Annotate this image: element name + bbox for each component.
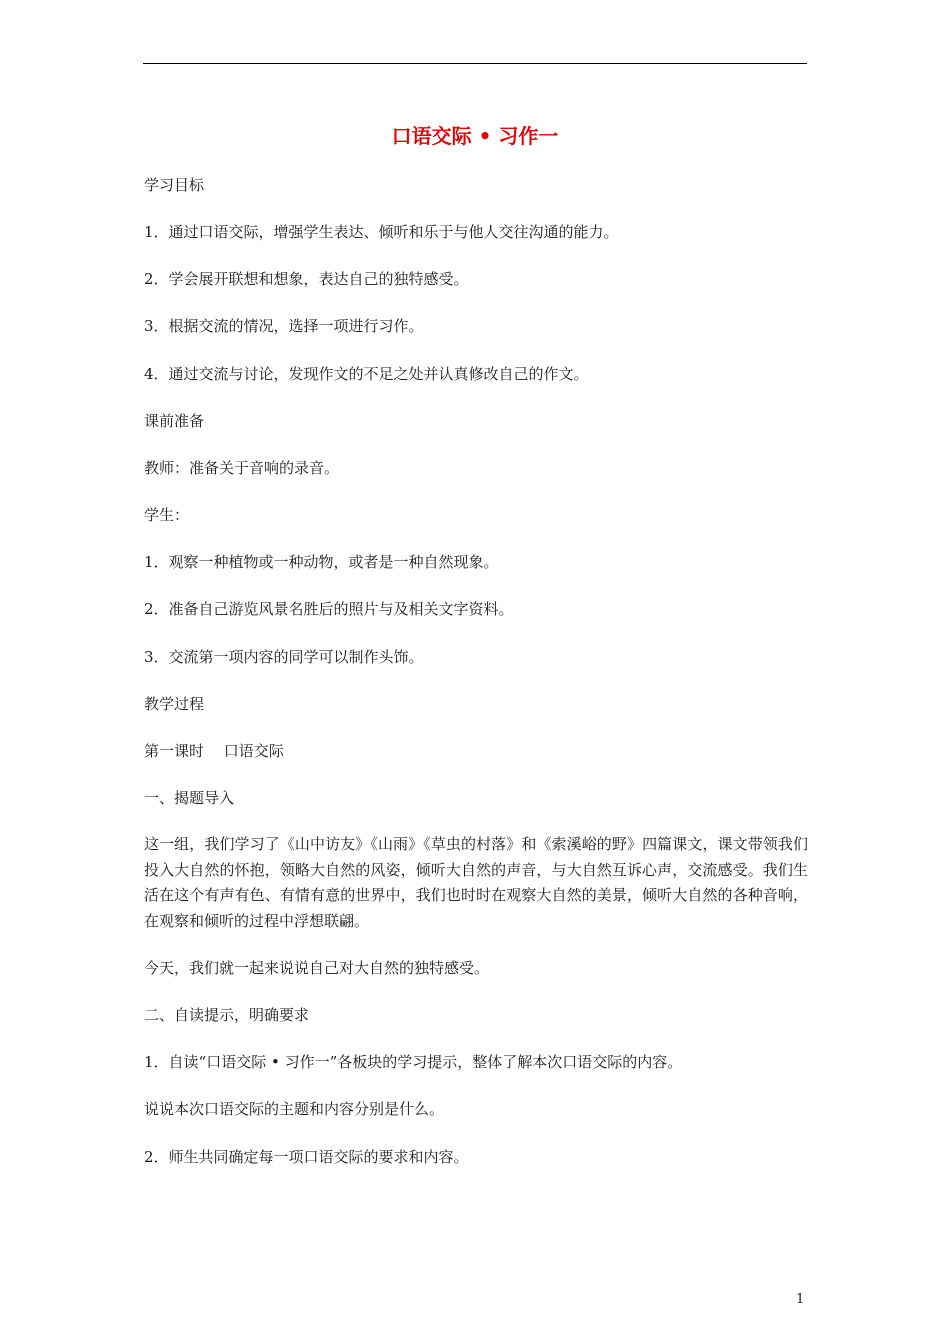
- student-prep-3: 3．交流第一项内容的同学可以制作头饰。: [144, 648, 424, 666]
- process-heading: 教学过程: [144, 695, 205, 713]
- header-rule: [143, 63, 807, 64]
- part-2-item-2: 说说本次口语交际的主题和内容分别是什么。: [144, 1100, 445, 1118]
- part-2-item-3: 2．师生共同确定每一项口语交际的要求和内容。: [144, 1148, 469, 1166]
- student-label: 学生：: [144, 506, 190, 524]
- part-1-closing: 今天，我们就一起来说说自己对大自然的独特感受。: [144, 959, 490, 977]
- goal-item-1: 1．通过口语交际，增强学生表达、倾听和乐于与他人交往沟通的能力。: [144, 223, 619, 241]
- goal-item-2: 2．学会展开联想和想象，表达自己的独特感受。: [144, 270, 469, 288]
- prep-heading: 课前准备: [144, 412, 205, 430]
- part-2-heading: 二、自读提示，明确要求: [144, 1006, 310, 1024]
- student-prep-1: 1．观察一种植物或一种动物，或者是一种自然现象。: [144, 553, 499, 571]
- goals-heading: 学习目标: [144, 176, 205, 194]
- teacher-prep: 教师：准备关于音响的录音。: [144, 459, 340, 477]
- part-1-paragraph: 这一组，我们学习了《山中访友》《山雨》《草虫的村落》和《索溪峪的野》四篇课文，课文带领我们投入大自然的怀抱，领略大自然的风姿，倾听大自然的声音，与大自然互诉心声，交流感受。我们生活在这个有声有色、有情有意的世界中，我们也时时在观察大自然的美景，倾听大自然的各种音响，在观察和倾听的过程中浮想联翩。: [144, 835, 808, 930]
- lesson-1-heading: 第一课时 口语交际: [144, 742, 284, 760]
- page-title: 口语交际 • 习作一: [391, 124, 559, 148]
- goal-item-3: 3．根据交流的情况，选择一项进行习作。: [144, 317, 424, 335]
- part-1-heading: 一、揭题导入: [144, 789, 235, 807]
- goal-item-4: 4．通过交流与讨论，发现作文的不足之处并认真修改自己的作文。: [144, 365, 589, 383]
- student-prep-2: 2．准备自己游览风景名胜后的照片与及相关文字资料。: [144, 600, 514, 618]
- part-2-item-1: 1．自读“口语交际 • 习作一”各板块的学习提示，整体了解本次口语交际的内容。: [144, 1053, 683, 1071]
- page-number: 1: [796, 1292, 805, 1307]
